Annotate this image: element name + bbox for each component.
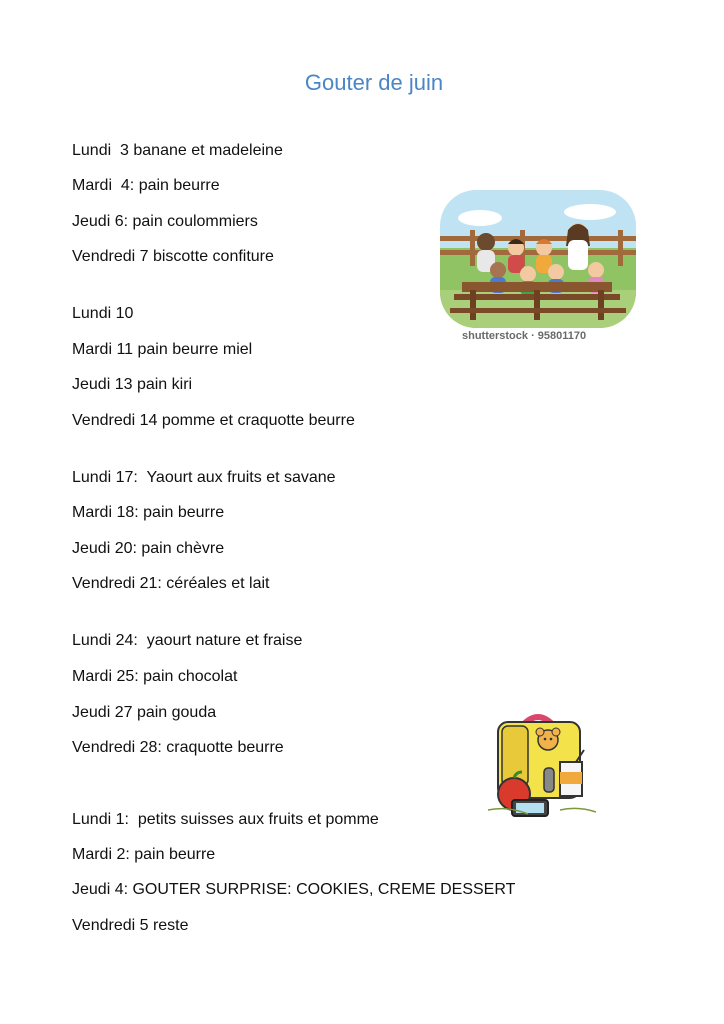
- menu-line: Lundi 10: [72, 305, 134, 322]
- children-picnic-table-icon: [440, 190, 636, 330]
- schoolbag-illustration: [468, 710, 608, 822]
- menu-line: Mardi 4: pain beurre: [72, 177, 220, 194]
- image-caption: shutterstock · 95801170: [462, 330, 587, 342]
- picnic-illustration: [440, 190, 636, 346]
- menu-line: Jeudi 4: GOUTER SURPRISE: COOKIES, CREME DESSERT: [72, 881, 516, 898]
- menu-line: Jeudi 27 pain gouda: [72, 704, 217, 721]
- menu-line: Lundi 17: Yaourt aux fruits et savane: [72, 469, 336, 486]
- menu-line: Vendredi 14 pomme et craquotte beurre: [72, 412, 355, 429]
- menu-line: Vendredi 5 reste: [72, 917, 189, 934]
- menu-line: Lundi 1: petits suisses aux fruits et pomme: [72, 811, 379, 828]
- menu-line: Jeudi 20: pain chèvre: [72, 540, 225, 557]
- menu-line: Vendredi 28: craquotte beurre: [72, 739, 284, 756]
- page-title: Gouter de juin: [304, 70, 444, 95]
- menu-line: Lundi 24: yaourt nature et fraise: [72, 632, 303, 649]
- schoolbag-snack-icon: [468, 710, 608, 822]
- menu-line: Vendredi 21: céréales et lait: [72, 575, 270, 592]
- menu-line: Vendredi 7 biscotte confiture: [72, 248, 274, 265]
- menu-line: Mardi 11 pain beurre miel: [72, 341, 253, 358]
- menu-line: Jeudi 13 pain kiri: [72, 376, 193, 393]
- menu-line: Mardi 2: pain beurre: [72, 846, 216, 863]
- menu-line: Mardi 25: pain chocolat: [72, 668, 238, 685]
- menu-line: Lundi 3 banane et madeleine: [72, 142, 283, 159]
- menu-line: Mardi 18: pain beurre: [72, 504, 225, 521]
- menu-line: Jeudi 6: pain coulommiers: [72, 213, 258, 230]
